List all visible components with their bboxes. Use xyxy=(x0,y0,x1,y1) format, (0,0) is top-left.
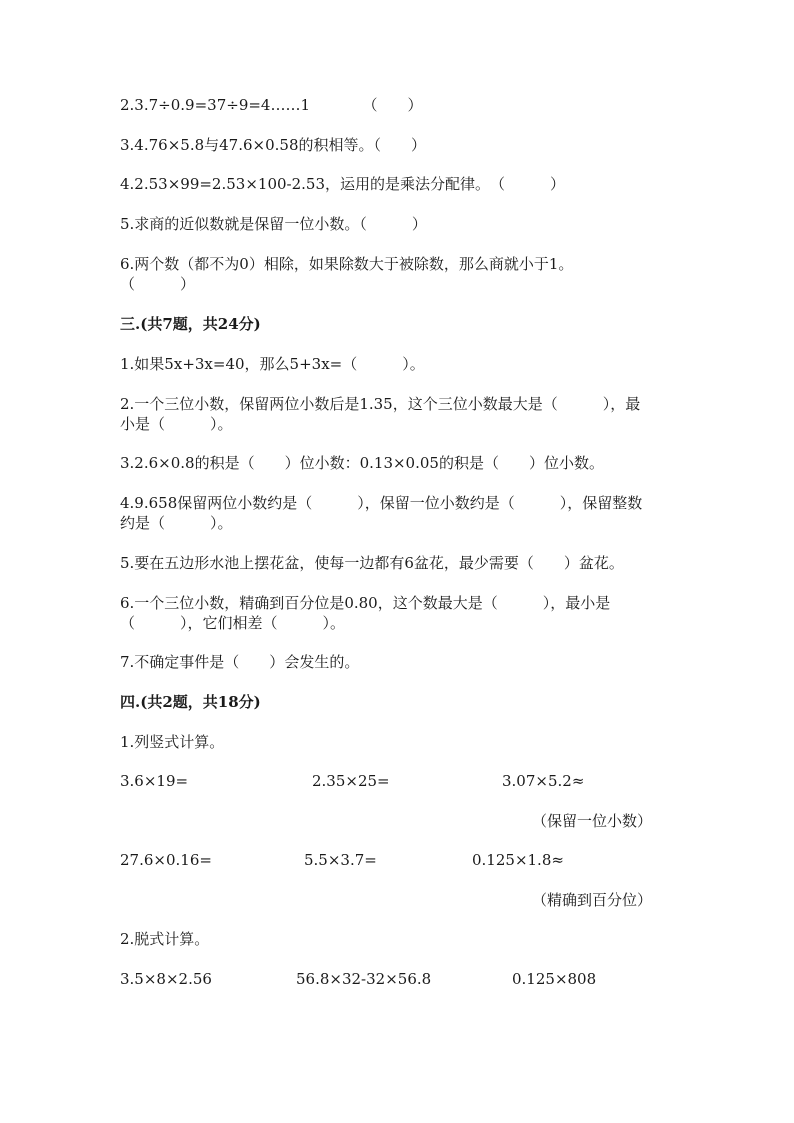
fill-question-6-line2: （ ），它们相差（ ）。 xyxy=(120,614,346,632)
calc-row-2-item-1: 27.6×0.16= xyxy=(120,851,212,869)
judge-question-5: 5.求商的近似数就是保留一位小数。（ ） xyxy=(120,215,427,233)
judge-question-6-line1: 6.两个数（都不为0）相除，如果除数大于被除数，那么商就小于1。 xyxy=(120,255,574,273)
fill-question-2-line1: 2.一个三位小数，保留两位小数后是1.35，这个三位小数最大是（ ），最 xyxy=(120,395,641,413)
calc-row-1-item-2: 2.35×25= xyxy=(312,772,390,790)
judge-question-6-line2: （ ） xyxy=(120,275,196,293)
judge-question-2: 2.3.7÷0.9=37÷9=4……1 （ ） xyxy=(120,96,423,114)
calc-question-2-title: 2.脱式计算。 xyxy=(120,930,210,948)
judge-question-3: 3.4.76×5.8与47.6×0.58的积相等。（ ） xyxy=(120,136,426,154)
fill-question-2-line2: 小是（ ）。 xyxy=(120,415,233,433)
calc-row-3-item-1: 3.5×8×2.56 xyxy=(120,970,212,988)
judge-question-4: 4.2.53×99=2.53×100-2.53，运用的是乘法分配律。 （ ） xyxy=(120,175,565,193)
section-3-heading: 三.(共7题，共24分) xyxy=(120,315,261,333)
fill-question-5: 5.要在五边形水池上摆花盆，使每一边都有6盆花，最少需要（ ）盆花。 xyxy=(120,554,624,572)
calc-row-1-item-1: 3.6×19= xyxy=(120,772,189,790)
calc-row-3-item-3: 0.125×808 xyxy=(512,970,597,988)
section-4-heading: 四.(共2题，共18分) xyxy=(120,693,261,711)
calc-question-1-title: 1.列竖式计算。 xyxy=(120,733,225,751)
fill-question-6-line1: 6.一个三位小数，精确到百分位是0.80，这个数最大是（ ），最小是 xyxy=(120,594,611,612)
fill-question-1: 1.如果5x+3x=40，那么5+3x=（ ）。 xyxy=(120,355,425,373)
calc-note-1: （保留一位小数） xyxy=(532,812,653,830)
calc-row-2-item-3: 0.125×1.8≈ xyxy=(472,851,564,869)
calc-row-2-item-2: 5.5×3.7= xyxy=(304,851,377,869)
calc-row-3-item-2: 56.8×32-32×56.8 xyxy=(296,970,432,988)
fill-question-3: 3.2.6×0.8的积是（ ）位小数：0.13×0.05的积是（ ）位小数。 xyxy=(120,454,604,472)
fill-question-7: 7.不确定事件是（ ）会发生的。 xyxy=(120,653,360,671)
fill-question-4-line1: 4.9.658保留两位小数约是（ ），保留一位小数约是（ ），保留整数 xyxy=(120,494,643,512)
fill-question-4-line2: 约是（ ）。 xyxy=(120,514,233,532)
calc-row-1-item-3: 3.07×5.2≈ xyxy=(502,772,585,790)
calc-note-2: （精确到百分位） xyxy=(532,891,653,909)
